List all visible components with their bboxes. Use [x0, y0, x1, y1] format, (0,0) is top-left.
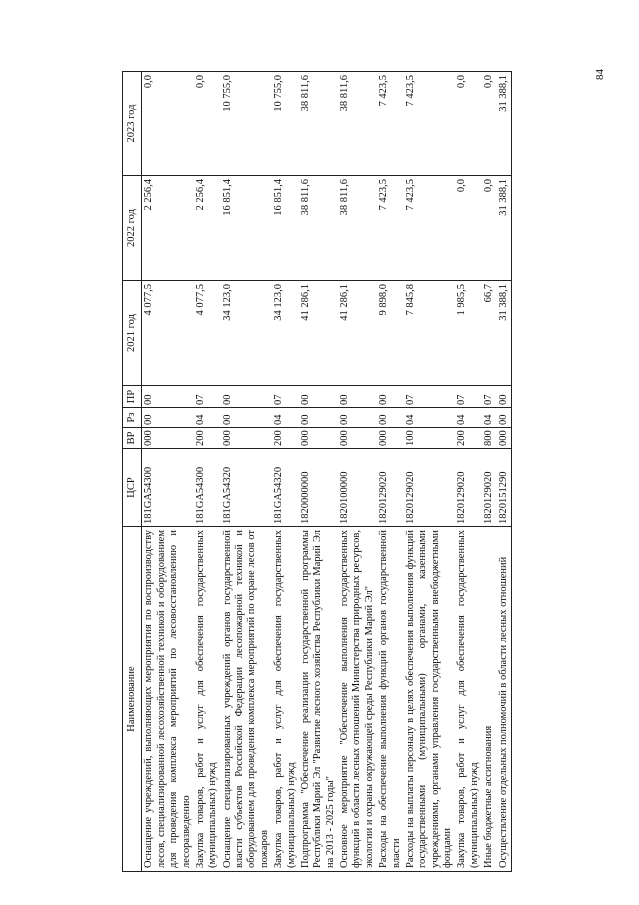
header-rz: Рз — [123, 408, 142, 428]
row-2023: 10 755,0 — [221, 72, 273, 176]
row-2021: 9 898,0 — [377, 281, 404, 386]
row-2023: 7 423,5 — [377, 72, 404, 176]
header-name: Наименование — [123, 527, 142, 872]
row-rz: 04 — [455, 408, 482, 428]
row-2021: 31 388,1 — [497, 281, 512, 386]
page-number: 84 — [594, 69, 606, 80]
row-vr: 200 — [455, 428, 482, 449]
row-2023: 7 423,5 — [404, 72, 456, 176]
row-rz: 00 — [299, 408, 338, 428]
row-pr: 07 — [482, 386, 496, 408]
row-pr: 00 — [338, 386, 377, 408]
row-2023: 0,0 — [455, 72, 482, 176]
row-2023: 38 811,6 — [299, 72, 338, 176]
row-2022: 0,0 — [482, 176, 496, 281]
row-pr: 07 — [272, 386, 299, 408]
row-rz: 04 — [482, 408, 496, 428]
row-csr: 181GA54320 — [272, 449, 299, 527]
header-2021: 2021 год — [123, 281, 142, 386]
row-2023: 0,0 — [194, 72, 221, 176]
table-header-row — [123, 72, 142, 872]
row-name: Расходы на обеспечение выполнения функций органов государственной власти — [377, 527, 404, 872]
row-rz: 04 — [404, 408, 456, 428]
row-csr: 1820100000 — [338, 449, 377, 527]
row-2021: 66,7 — [482, 281, 496, 386]
row-name: Основное мероприятие "Обеспечение выполнения государственных функций в области лесных отношений Министерства природных ресурсов, экологии и охраны окружающей среды Республики Марий Эл" — [338, 527, 377, 872]
row-csr: 181GA54320 — [221, 449, 273, 527]
rotated-page-content — [122, 72, 550, 872]
row-vr: 000 — [299, 428, 338, 449]
row-2021: 4 077,5 — [142, 281, 194, 386]
row-rz: 04 — [272, 408, 299, 428]
row-rz: 04 — [194, 408, 221, 428]
header-vr: ВР — [123, 428, 142, 449]
budget-table — [122, 71, 512, 872]
row-2022: 16 851,4 — [272, 176, 299, 281]
row-pr: 07 — [455, 386, 482, 408]
row-name: Иные бюджетные ассигнования — [482, 527, 496, 872]
row-pr: 07 — [404, 386, 456, 408]
row-vr: 100 — [404, 428, 456, 449]
row-vr: 000 — [338, 428, 377, 449]
row-2022: 31 388,1 — [497, 176, 512, 281]
row-csr: 1820000000 — [299, 449, 338, 527]
row-2021: 1 985,5 — [455, 281, 482, 386]
row-2023: 38 811,6 — [338, 72, 377, 176]
row-csr: 1820129020 — [404, 449, 456, 527]
row-2021: 34 123,0 — [272, 281, 299, 386]
row-2021: 7 845,8 — [404, 281, 456, 386]
row-rz: 00 — [377, 408, 404, 428]
row-csr: 1820129020 — [482, 449, 496, 527]
table-row — [194, 72, 221, 872]
row-vr: 000 — [377, 428, 404, 449]
table-row — [299, 72, 338, 872]
row-2023: 31 388,1 — [497, 72, 512, 176]
row-pr: 00 — [142, 386, 194, 408]
row-rz: 00 — [338, 408, 377, 428]
row-2021: 41 286,1 — [338, 281, 377, 386]
row-2022: 38 811,6 — [299, 176, 338, 281]
row-2022: 2 256,4 — [142, 176, 194, 281]
row-csr: 1820129020 — [455, 449, 482, 527]
header-2022: 2022 год — [123, 176, 142, 281]
header-pr: ПР — [123, 386, 142, 408]
row-2022: 2 256,4 — [194, 176, 221, 281]
row-2023: 0,0 — [142, 72, 194, 176]
table-row — [482, 72, 496, 872]
row-name: Осуществление отдельных полномочий в области лесных отношений — [497, 527, 512, 872]
row-pr: 00 — [221, 386, 273, 408]
row-vr: 800 — [482, 428, 496, 449]
table-row — [404, 72, 456, 872]
row-name: Закупка товаров, работ и услуг для обеспечения государственных (муниципальных) нужд — [455, 527, 482, 872]
row-name: Закупка товаров, работ и услуг для обеспечения государственных (муниципальных) нужд — [272, 527, 299, 872]
row-name: Закупка товаров, работ и услуг для обеспечения государственных (муниципальных) нужд — [194, 527, 221, 872]
row-csr: 181GA54300 — [194, 449, 221, 527]
table-row — [455, 72, 482, 872]
header-csr: ЦСР — [123, 449, 142, 527]
row-csr: 181GA54300 — [142, 449, 194, 527]
row-pr: 07 — [194, 386, 221, 408]
row-name: Подпрограмма "Обеспечение реализации государственной программы Республики Марий Эл "Развитие лесного хозяйства Республики Марий Эл на 2013 - 2025 годы" — [299, 527, 338, 872]
row-vr: 200 — [272, 428, 299, 449]
table-row — [142, 72, 194, 872]
row-pr: 00 — [377, 386, 404, 408]
row-pr: 00 — [299, 386, 338, 408]
table-row — [272, 72, 299, 872]
row-vr: 200 — [194, 428, 221, 449]
table-body — [142, 72, 512, 872]
row-2022: 0,0 — [455, 176, 482, 281]
row-csr: 1820129020 — [377, 449, 404, 527]
table-row — [377, 72, 404, 872]
row-name: Оснащение учреждений, выполняющих мероприятия по воспроизводству лесов, специализированной лесохозяйственной техникой и оборудованием для проведения комплекса мероприятий по лесовосстановлению и лесоразведению — [142, 527, 194, 872]
row-csr: 1820151290 — [497, 449, 512, 527]
row-vr: 000 — [142, 428, 194, 449]
row-rz: 00 — [142, 408, 194, 428]
row-2021: 34 123,0 — [221, 281, 273, 386]
row-2022: 16 851,4 — [221, 176, 273, 281]
table-row — [221, 72, 273, 872]
row-2022: 7 423,5 — [377, 176, 404, 281]
row-name: Расходы на выплаты персоналу в целях обеспечения выполнения функций государственными (муниципальными) органами, казенными учреждениями, органами управления государственными внебюджетными фондами — [404, 527, 456, 872]
row-vr: 000 — [221, 428, 273, 449]
row-2022: 38 811,6 — [338, 176, 377, 281]
header-2023: 2023 год — [123, 72, 142, 176]
row-2023: 10 755,0 — [272, 72, 299, 176]
row-2022: 7 423,5 — [404, 176, 456, 281]
row-name: Оснащение специализированных учреждений органов государственной власти субъектов Российской Федерации лесопожарной техникой и оборудованием для проведения комплекса мероприятий по охране лесов от пожаров — [221, 527, 273, 872]
row-2023: 0,0 — [482, 72, 496, 176]
row-rz: 00 — [497, 408, 512, 428]
row-rz: 00 — [221, 408, 273, 428]
row-2021: 41 286,1 — [299, 281, 338, 386]
row-2021: 4 077,5 — [194, 281, 221, 386]
row-vr: 000 — [497, 428, 512, 449]
table-row — [497, 72, 512, 872]
row-pr: 00 — [497, 386, 512, 408]
table-row — [338, 72, 377, 872]
